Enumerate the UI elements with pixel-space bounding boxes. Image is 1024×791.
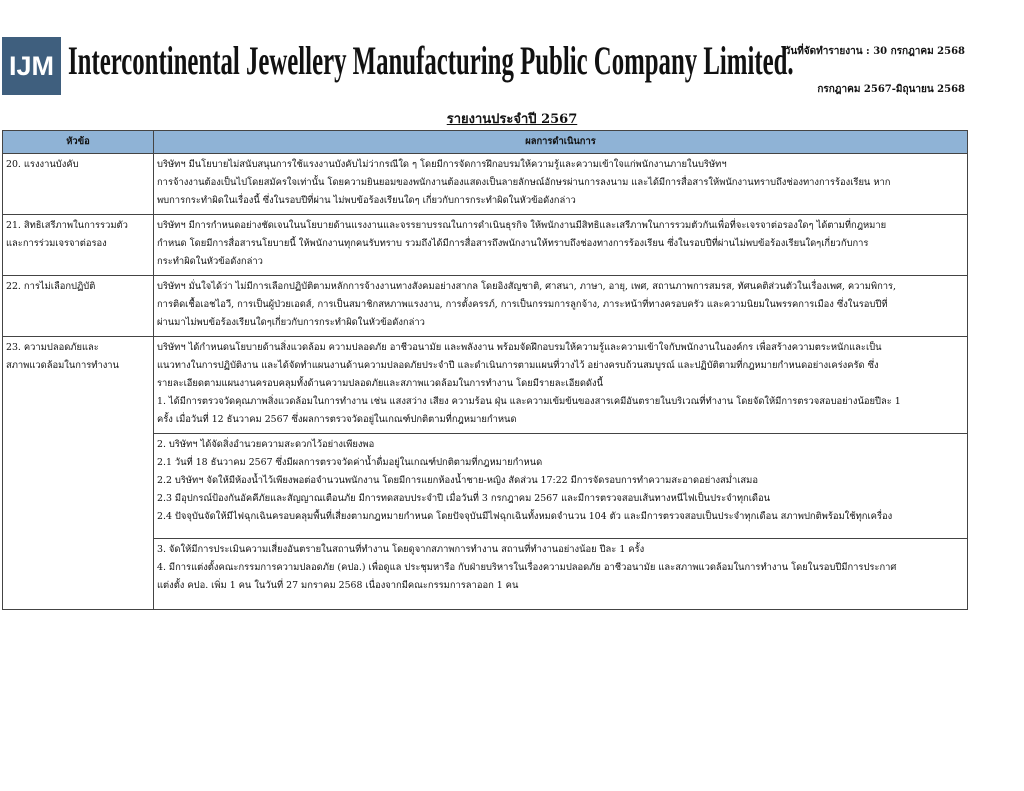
result-text-line: แต่งตั้ง คปอ. เพิ่ม 1 คน ในวันที่ 27 มกราคม 2568 เนื่องจากมีคณะกรรมการลาออก 1 คน — [157, 580, 519, 591]
topic-cell — [3, 154, 154, 215]
result-cell — [154, 539, 968, 610]
cell-spacer — [157, 332, 964, 336]
cell-spacer — [157, 595, 964, 609]
report-date: วันที่จัดทำรายงาน : 30 กรกฎาคม 2568 — [784, 46, 965, 57]
table-row — [3, 215, 968, 276]
result-text-line: 2.1 วันที่ 18 ธันวาคม 2567 ซึ่งมีผลการตรวจวัดค่าน้ำดื่มอยู่ในเกณฑ์ปกติตามที่กฎหมายกำหนด — [157, 457, 543, 468]
result-text-line: 4. มีการแต่งตั้งคณะกรรมการความปลอดภัย (คปอ.) เพื่อดูแล ประชุมหารือ กับฝ่ายบริหารในเรื่องความปลอดภัย อาชีวอนามัย และสภาพแวดล้อมในการทำงาน โดยในรอบปีมีการประกาศ — [157, 562, 897, 573]
report-period: กรกฎาคม 2567-มิถุนายน 2568 — [817, 84, 965, 95]
result-cell — [154, 276, 968, 337]
result-text-line: 2.2 บริษัทฯ จัดให้มีห้องน้ำไว้เพียงพอต่อจำนวนพนักงาน โดยมีการแยกห้องน้ำชาย-หญิง สัดส่วน 17:22 มีการจัดรอบการทำความสะอาดอย่างสม่ำเสมอ — [157, 475, 758, 486]
company-name: Intercontinental Jewellery Manufacturing Public Company Limited. — [68, 38, 794, 83]
table-row — [3, 154, 968, 215]
result-text-line: กำหนด โดยมีการสื่อสารนโยบายนี้ ให้พนักงานทุกคนรับทราบ รวมถึงได้มีการสื่อสารถึงพนักงานให้ทราบถึงช่องทางการร้องเรียน ซึ่งในรอบปีที่ผ่านไม่พบข้อร้องเรียนใดๆเกี่ยวกับการ — [157, 238, 869, 249]
result-text-line: พบการกระทำผิดในเรื่องนี้ ซึ่งในรอบปีที่ผ่าน ไม่พบข้อร้องเรียนใดๆ เกี่ยวกับการกระทำผิดในหัวข้อดังกล่าว — [157, 195, 576, 206]
result-text-line: 2.4 ปัจจุบันจัดให้มีไฟฉุกเฉินครอบคลุมพื้นที่เสี่ยงตามกฎหมายกำหนด โดยปัจจุบันมีไฟฉุกเฉินทั้งหมดจำนวน 104 ตัว และมีการตรวจสอบเป็นประจำทุกเดือน สภาพปกติพร้อมใช้ทุกเครื่อง — [157, 511, 893, 522]
table-row — [3, 276, 968, 337]
result-text-line: 2. บริษัทฯ ได้จัดสิ่งอำนวยความสะดวกไว้อย่างเพียงพอ — [157, 439, 375, 450]
cell-spacer — [157, 526, 964, 538]
result-cell — [154, 337, 968, 434]
result-text-line: 1. ได้มีการตรวจวัดคุณภาพสิ่งแวดล้อมในการทำงาน เช่น แสงสว่าง เสียง ความร้อน ฝุ่น และความเข้มข้นของสารเคมีอันตรายในบริเวณที่ทำงาน โดยจัดให้มีการตรวจสอบอย่างน้อยปีละ 1 — [157, 396, 901, 407]
topic-text: 20. แรงงานบังคับ — [6, 159, 79, 170]
topic-text: 22. การไม่เลือกปฏิบัติ — [6, 281, 96, 292]
page-title: รายงานประจำปี 2567 — [446, 112, 578, 127]
cell-spacer — [157, 210, 964, 214]
topic-text: 21. สิทธิเสรีภาพในการรวมตัว — [6, 220, 128, 231]
topic-cell — [3, 276, 154, 337]
topic-text: 23. ความปลอดภัยและ — [6, 342, 99, 353]
result-text-line: การจ้างงานต้องเป็นไปโดยสมัครใจเท่านั้น โดยความยินยอมของพนักงานต้องแสดงเป็นลายลักษณ์อักษรผ่านการลงนาม และได้มีการสื่อสารให้พนักงานทราบถึงช่องทางการร้องเรียน หาก — [157, 177, 891, 188]
topic-cell — [3, 337, 154, 610]
result-text-line: การติดเชื้อเอชไอวี, การเป็นผู้ป่วยเอดส์, การเป็นสมาชิกสหภาพแรงงาน, การตั้งครรภ์, การเป็นกรรมการลูกจ้าง, ภาระหน้าที่ทางครอบครัว และความนิยมในพรรคการเมือง ซึ่งในรอบปีที่ — [157, 299, 888, 310]
result-text-line: ครั้ง เมื่อวันที่ 12 ธันวาคม 2567 ซึ่งผลการตรวจวัดอยู่ในเกณฑ์ปกติตามที่กฎหมายกำหนด — [157, 414, 517, 425]
report-table — [2, 130, 968, 610]
table-header-row — [3, 131, 968, 154]
result-text-line: 3. จัดให้มีการประเมินความเสี่ยงอันตรายในสถานที่ทำงาน โดยดูจากสภาพการทำงาน สถานที่ทำงานอย่างน้อย ปีละ 1 ครั้ง — [157, 544, 645, 555]
result-cell — [154, 154, 968, 215]
result-text-line: บริษัทฯ ได้กำหนดนโยบายด้านสิ่งแวดล้อม ความปลอดภัย อาชีวอนามัย และพลังงาน พร้อมจัดฝึกอบรมให้ความรู้และความเข้าใจกับพนักงานในองค์กร เพื่อสร้างความตระหนักและเป็น — [157, 342, 882, 353]
result-text-line: กระทำผิดในหัวข้อดังกล่าว — [157, 256, 263, 267]
result-text-line: บริษัทฯ มีนโยบายไม่สนับสนุนการใช้แรงงานบังคับไม่ว่ากรณีใด ๆ โดยมีการจัดการฝึกอบรมให้ความรู้และความเข้าใจแก่พนักงานภายในบริษัทฯ — [157, 159, 727, 170]
result-text-line: ผ่านมาไม่พบข้อร้องเรียนใดๆเกี่ยวกับการกระทำผิดในหัวข้อดังกล่าว — [157, 317, 425, 328]
column-header-topic: หัวข้อ — [3, 131, 154, 154]
logo-text: IJM — [8, 50, 54, 81]
cell-spacer — [157, 429, 964, 433]
cell-spacer — [157, 271, 964, 275]
result-text-line: รายละเอียดตามแผนงานครอบคลุมทั้งด้านความปลอดภัยและสภาพแวดล้อมในการทำงาน โดยมีรายละเอียดดังนี้ — [157, 378, 604, 389]
table-row — [3, 337, 968, 434]
column-header-result: ผลการดำเนินการ — [154, 131, 968, 154]
result-cell — [154, 215, 968, 276]
result-text-line: แนวทางในการปฏิบัติงาน และได้จัดทำแผนงานด้านความปลอดภัยประจำปี และดำเนินการตามแผนที่วางไว้ อย่างครบถ้วนสมบูรณ์ และปฏิบัติตามที่กฎหมายกำหนดอย่างเคร่งครัด ซึ่ง — [157, 360, 879, 371]
topic-text: สภาพแวดล้อมในการทำงาน — [6, 360, 119, 371]
company-logo — [2, 37, 61, 95]
result-text-line: บริษัทฯ มั่นใจได้ว่า ไม่มีการเลือกปฏิบัติตามหลักการจ้างงานทางสังคมอย่างสากล โดยอิงสัญชาติ, ศาสนา, ภาษา, อายุ, เพศ, สถานภาพการสมรส, ทัศนคติส่วนตัวในเรื่องเพศ, ความพิการ, — [157, 281, 897, 292]
result-text-line: 2.3 มีอุปกรณ์ป้องกันอัคคีภัยและสัญญาณเตือนภัย มีการทดสอบประจำปี เมื่อวันที่ 3 กรกฎาคม 2567 และมีการตรวจสอบเส้นทางหนีไฟเป็นประจำทุกเดือน — [157, 493, 771, 504]
result-cell — [154, 434, 968, 539]
topic-text: และการร่วมเจรจาต่อรอง — [6, 238, 107, 249]
result-text-line: บริษัทฯ มีการกำหนดอย่างชัดเจนในนโยบายด้านแรงงานและจรรยาบรรณในการดำเนินธุรกิจ ให้พนักงานมีสิทธิและเสรีภาพในการรวมตัวกันเพื่อที่จะเจรจาต่อรองใดๆ ได้ตามที่กฎหมาย — [157, 220, 887, 231]
topic-cell — [3, 215, 154, 276]
